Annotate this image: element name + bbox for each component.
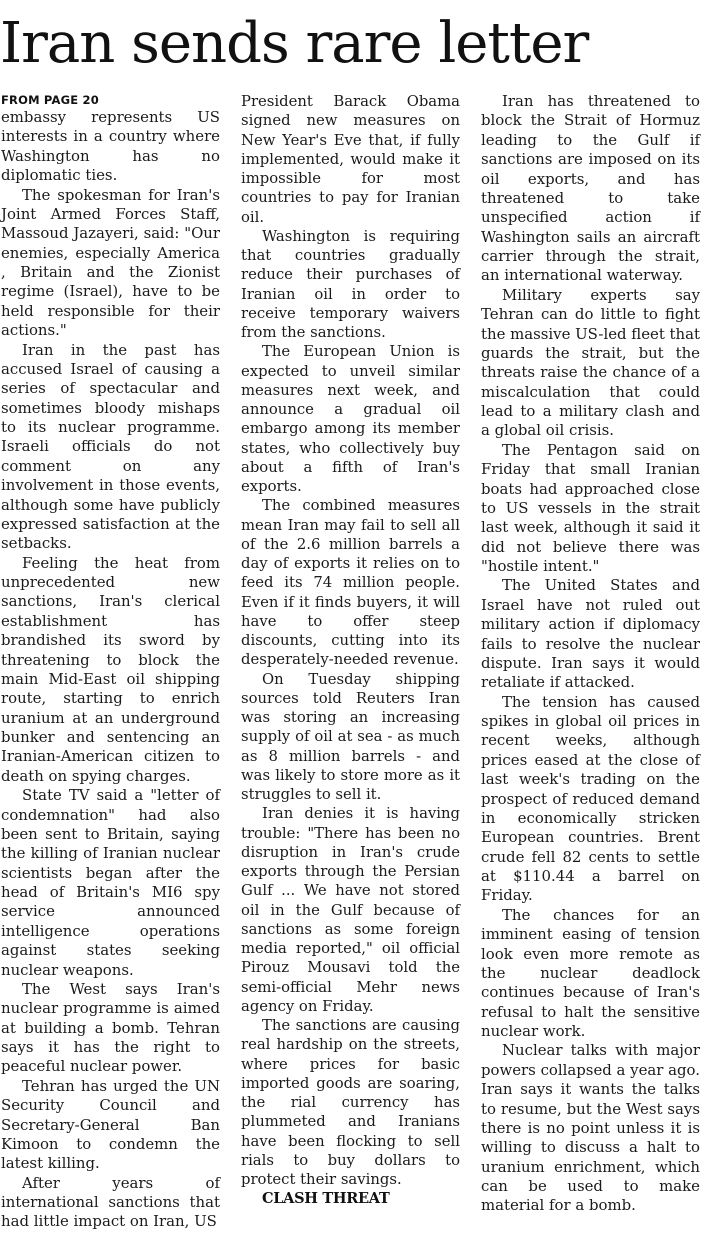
- paragraph: The sanctions are causing real hardship on the streets, where prices for basic imported goods are soaring, the rial currency has plummeted and Iranians have been flocking to sell rials to buy dollars to protect their savings.: [241, 1017, 460, 1188]
- paragraph: On Tuesday shipping sources told Reuters Iran was storing an increasing supply of oil at sea - as much as 8 million barrels - and was likely to store more as it struggles to sell it.: [241, 670, 460, 803]
- paragraph: President Barack Obama signed new measures on New Year's Eve that, if fully implemented, would make it impossible for most countries to pay for Iranian oil.: [241, 93, 460, 226]
- article-column-1: [1, 92, 220, 1232]
- paragraph: Iran has threatened to block the Strait of Hormuz leading to the Gulf if sanctions are imposed on its oil exports, and has threatened to take unspecified action if Washington sails an aircraft carrier through the strait, an international waterway.: [481, 92, 700, 285]
- headline: Iran sends rare letter: [0, 11, 589, 76]
- article-column-2: [241, 92, 460, 1209]
- paragraph: embassy represents US interests in a country where Washington has no diplomatic ties.: [1, 108, 220, 185]
- paragraph: The combined measures mean Iran may fail to sell all of the 2.6 million barrels a day of exports it relies on to feed its 74 million people. Even if it finds buyers, it will have to offer steep discounts, cutting into its desperately-needed revenue.: [241, 497, 460, 669]
- paragraph: The European Union is expected to unveil similar measures next week, and announce a gradual oil embargo among its member states, who collectively buy about a fifth of Iran's exports.: [241, 343, 460, 495]
- paragraph: Iran in the past has accused Israel of causing a series of spectacular and sometimes bloody mishaps to its nuclear programme. Israeli officials do not comment on any involvement in those events, although some have publicly expressed satisfaction at the setbacks.: [1, 340, 220, 553]
- paragraph: Nuclear talks with major powers collapsed a year ago. Iran says it wants the talks to resume, but the West says there is no point unless it is willing to discuss a halt to uranium enrichment, which can be used to make material for a bomb.: [481, 1041, 700, 1215]
- paragraph: Iran denies it is having trouble: "There has been no disruption in Iran's crude exports through the Persian Gulf ... We have not stored oil in the Gulf because of sanctions as some foreign media reported," oil official Pirouz Mousavi told the semi-official Mehr news agency on Friday.: [241, 805, 460, 1015]
- paragraph: The United States and Israel have not ruled out military action if diplomacy fails to resolve the nuclear dispute. Iran says it would retaliate if attacked.: [481, 576, 700, 692]
- article-column-3: [481, 92, 700, 1216]
- paragraph: Feeling the heat from unprecedented new sanctions, Iran's clerical establishment has brandished its sword by threatening to block the main Mid-East oil shipping route, starting to enrich uranium at an underground bunker and sentencing an Iranian-American citizen to death on spying charges.: [1, 553, 220, 785]
- paragraph: The tension has caused spikes in global oil prices in recent weeks, although prices eased at the close of last week's trading on the prospect of reduced demand in economically stricken European countries. Brent crude fell 82 cents to settle at $110.44 a barrel on Friday.: [481, 692, 700, 905]
- paragraph: The chances for an imminent easing of tension look even more remote as the nuclear deadlock continues because of Iran's refusal to halt the sensitive nuclear work.: [481, 905, 700, 1040]
- paragraph: Washington is requiring that countries gradually reduce their purchases of Iranian oil in order to receive temporary waivers from the sanctions.: [241, 227, 460, 341]
- paragraph: Military experts say Tehran can do little to fight the massive US-led fleet that guards the strait, but the threats raise the chance of a miscalculation that could lead to a military clash and a global oil crisis.: [481, 285, 700, 440]
- dateline: FROM PAGE 20: [1, 93, 99, 107]
- subhead: CLASH THREAT: [262, 1190, 390, 1208]
- paragraph: The spokesman for Iran's Joint Armed Forces Staff, Massoud Jazayeri, said: "Our enemies, especially America , Britain and the Zionist regime (Israel), have to be held responsible for their actions.": [1, 185, 220, 340]
- paragraph: Tehran has urged the UN Security Council and Secretary-General Ban Kimoon to condemn the latest killing.: [1, 1076, 220, 1173]
- paragraph: The West says Iran's nuclear programme is aimed at building a bomb. Tehran says it has the right to peaceful nuclear power.: [1, 979, 220, 1076]
- paragraph: The Pentagon said on Friday that small Iranian boats had approached close to US vessels in the strait last week, although it said it did not believe there was "hostile intent.": [481, 440, 700, 575]
- paragraph: State TV said a "letter of condemnation" had also been sent to Britain, saying the killing of Iranian nuclear scientists began after the head of Britain's MI6 spy service announced intelligence operations against states seeking nuclear weapons.: [1, 786, 220, 979]
- paragraph: After years of international sanctions that had little impact on Iran, US: [1, 1173, 220, 1231]
